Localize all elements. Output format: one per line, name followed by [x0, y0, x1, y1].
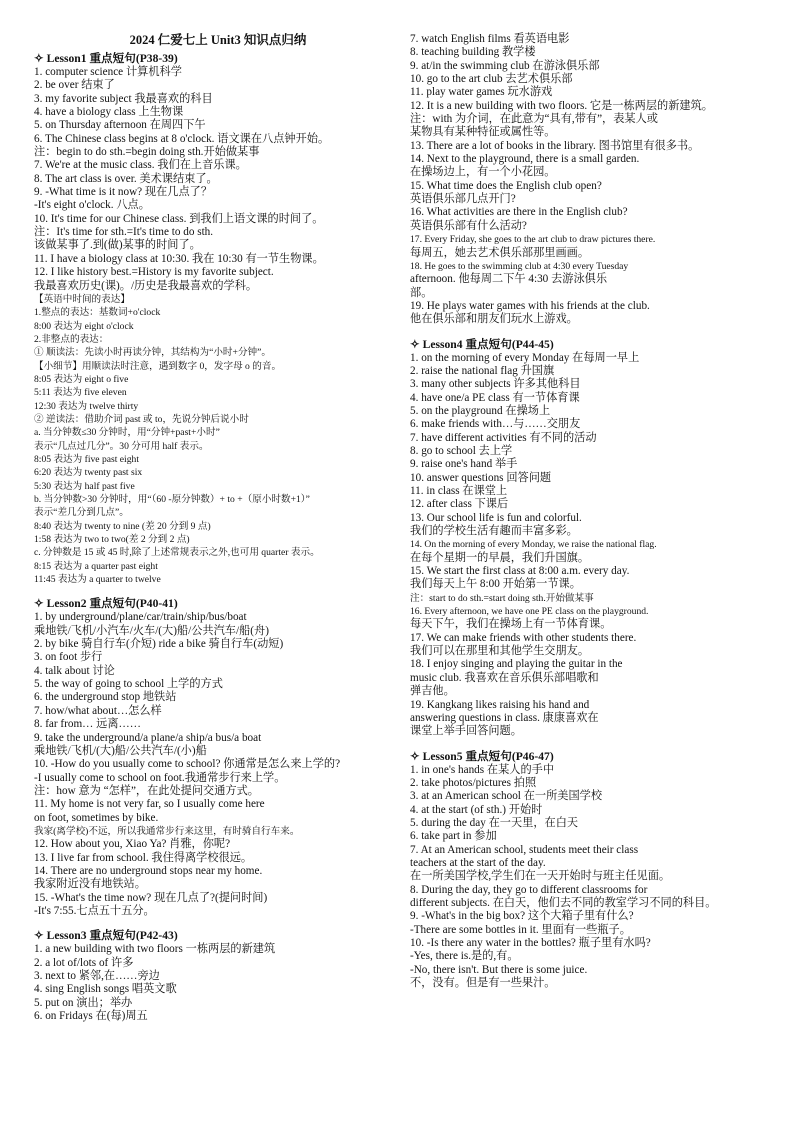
text-line: 6. make friends with…与……交朋友	[410, 418, 581, 431]
text-line: afternoon. 他每周二下午 4:30 去游泳俱乐	[410, 273, 608, 286]
text-line: 【小细节】用顺读法时注意，遇到数字 0，发字母 o 的音。	[34, 360, 282, 372]
text-line: 1. computer science 计算机科学	[34, 66, 182, 78]
text-line: 不，没有。但是有一些果汁。	[410, 977, 556, 990]
text-line: 9. -What time is it now? 现在几点了？	[34, 186, 213, 199]
text-line: 1. a new building with two floors 一栋两层的新建筑	[34, 943, 276, 956]
text-line: 6:20 表达为 twenty past six	[34, 467, 143, 479]
text-line: 7. We're at the music class. 我们在上音乐课。	[34, 159, 247, 172]
text-line: 8:00 表达为 eight o'clock	[34, 320, 134, 332]
text-line: 7. watch English films 看英语电影	[410, 33, 570, 45]
text-line: 16. What activities are there in the English club?	[410, 206, 628, 219]
text-line: 10. -How do you usually come to school? 你通常是怎么来上学的?	[34, 758, 341, 771]
text-line: 15. -What's the time now? 现在几点了?(提问时间)	[34, 891, 268, 904]
text-line: 9. at/in the swimming club 在游泳俱乐部	[410, 59, 600, 72]
text-line: 3. at an American school 在一所美国学校	[410, 790, 603, 803]
text-line: 6. the underground stop 地铁站	[34, 691, 177, 704]
text-line: a. 当分钟数≤30 分钟时，用“分钟+past+小时”	[34, 427, 220, 439]
text-line: 14. Next to the playground, there is a small garden.	[410, 153, 640, 166]
text-line: 注：start to do sth.=start doing sth.开始做某事	[410, 592, 594, 604]
text-line: 1. in one's hands 在某人的手中	[410, 763, 555, 776]
text-line: 14. There are no underground stops near my home.	[34, 864, 263, 877]
text-line: ① 顺读法：先读小时再读分钟，其结构为“小时+分钟”。	[34, 347, 271, 359]
text-line: 2.非整点的表达：	[34, 333, 109, 345]
text-line: 乘地铁/飞机/小汽车/火车/(大)船/公共汽车/船(舟)	[34, 624, 269, 637]
text-line: 2. by bike 骑自行车(介短) ride a bike 骑自行车(动短)	[34, 638, 284, 651]
text-line: 我家附近没有地铁站。	[34, 878, 146, 891]
text-line: b. 当分钟数>30 分钟时，用“（60 -原分钟数）+ to +（原小时数+1）”	[34, 494, 310, 505]
text-line: 5. on Thursday afternoon 在周四下午	[34, 119, 206, 132]
text-line: 5. put on 演出；举办	[34, 996, 133, 1009]
text-line: 19. Kangkang likes raising his hand and	[410, 698, 590, 711]
text-line: -No, there isn't. But there is some juice.	[410, 963, 588, 976]
text-line: 每天下午，我们在操场上有一节体育课。	[410, 618, 612, 631]
text-line: 12. after class 下课后	[410, 498, 509, 511]
text-line: 7. how/what about…怎么样	[34, 704, 162, 717]
text-line: 18. I enjoy singing and playing the guitar in the	[410, 658, 623, 671]
text-line: 注：with 为介词，在此意为“具有,带有”，表某人或	[410, 113, 658, 126]
text-line: -There are some bottles in it. 里面有一些瓶子。	[410, 923, 631, 936]
text-line: 表示“差几分到几点”。	[34, 507, 129, 519]
text-line: 课堂上举手回答问题。	[410, 725, 522, 738]
text-line: 8:05 表达为 eight o five	[34, 373, 129, 385]
text-line: 4. talk about 讨论	[34, 664, 115, 677]
left-column	[34, 49, 402, 1023]
text-line: 注：how 意为 “怎样”，在此处提问交通方式。	[34, 784, 259, 797]
text-line: 3. my favorite subject 我最喜欢的科目	[34, 92, 213, 105]
text-line: 他在俱乐部和朋友们玩水上游戏。	[410, 313, 578, 326]
text-line: 2. be over 结束了	[34, 79, 115, 92]
text-line: 11. in class 在课堂上	[410, 485, 508, 497]
text-line: 3. many other subjects 许多其他科目	[410, 378, 581, 391]
text-line: 【英语中时间的表达】	[34, 293, 130, 305]
text-line: 1. by underground/plane/car/train/ship/bus/boat	[34, 611, 247, 624]
text-line: 18. He goes to the swimming club at 4:30 every Tuesday	[410, 260, 629, 272]
text-line: 10. It's time for our Chinese class. 到我们上语文课的时间了。	[34, 212, 324, 225]
text-line: 8. During the day, they go to different classrooms for	[410, 883, 648, 896]
text-line: 英语俱乐部几点开门?	[410, 193, 516, 206]
text-line: 10. -Is there any water in the bottles? 瓶子里有水吗?	[410, 937, 651, 949]
text-line: 8. The art class is over. 美术课结束了。	[34, 172, 218, 185]
text-line: 8. go to school 去上学	[410, 444, 513, 457]
text-line: 英语俱乐部有什么活动?	[410, 219, 527, 232]
text-line: 2. take photos/pictures 拍照	[410, 776, 537, 789]
section-heading: ✧ Lesson4 重点短句(P44-45)	[410, 337, 554, 351]
text-line: 我家(离学校)不远，所以我通常步行来这里，有时骑自行车来。	[34, 825, 300, 837]
text-line: 5:30 表达为 half past five	[34, 480, 135, 492]
text-line: 我们每天上午 8:00 开始第一节课。	[410, 578, 581, 591]
text-line: 8. teaching building 教学楼	[410, 46, 536, 59]
text-line: -It's eight o'clock. 八点。	[34, 199, 150, 212]
text-line: 在每个星期一的早晨，我们升国旗。	[410, 551, 590, 564]
text-line: 我最喜欢历史(课)。/历史是我最喜欢的学科。	[34, 279, 258, 292]
text-line: 每周五，她去艺术俱乐部那里画画。	[410, 246, 590, 259]
text-line: 注：It's time for sth.=It's time to do sth.	[34, 226, 214, 239]
text-line: 该做某事了.到(做)某事的时间了。	[34, 239, 201, 252]
text-line: 8:40 表达为 twenty to nine (差 20 分到 9 点)	[34, 520, 211, 532]
text-line: 在操场边上，有一个小花园。	[410, 166, 556, 179]
text-line: 6. take part in 参加	[410, 830, 497, 843]
text-line: 7. have different activities 有不同的活动	[410, 431, 597, 444]
text-line: 12:30 表达为 twelve thirty	[34, 400, 139, 412]
text-line: music club. 我喜欢在音乐俱乐部唱歌和	[410, 671, 599, 684]
text-line: different subjects. 在白天，他们去不同的教室学习不同的科目。	[410, 896, 717, 909]
text-line: 2. a lot of/lots of 许多	[34, 956, 134, 969]
text-line: 我们的学校生活有趣而丰富多彩。	[410, 525, 578, 538]
text-line: 10. answer questions 回答问题	[410, 471, 552, 484]
text-line: 1.整点的表达：基数词+o'clock	[34, 307, 161, 319]
text-line: 8:15 表达为 a quarter past eight	[34, 560, 158, 572]
text-line: 12. How about you, Xiao Ya? 肖雅，你呢?	[34, 838, 231, 851]
text-line: 我们可以在那里和其他学生交朋友。	[410, 645, 590, 658]
text-line: 13. I live far from school. 我住得离学校很远。	[34, 851, 253, 864]
text-line: 17. Every Friday, she goes to the art club to draw pictures there.	[410, 234, 656, 246]
text-line: 9. raise one's hand 举手	[410, 458, 518, 471]
text-line: 9. -What's in the big box? 这个大箱子里有什么?	[410, 910, 634, 923]
text-line: 注：begin to do sth.=begin doing sth.开始做某事	[34, 146, 260, 159]
text-line: 10. go to the art club 去艺术俱乐部	[410, 73, 573, 86]
text-line: -It's 7:55.七点五十五分。	[34, 904, 155, 917]
text-line: 3. on foot 步行	[34, 651, 103, 664]
text-line: teachers at the start of the day.	[410, 856, 546, 869]
text-line: -Yes, there is.是的,有。	[410, 950, 519, 963]
text-line: 4. sing English songs 唱英文歌	[34, 983, 177, 996]
text-line: 8. far from… 远离……	[34, 718, 141, 731]
text-line: 某物具有某种特征或属性等。	[410, 126, 556, 139]
text-line: 5:11 表达为 five eleven	[34, 387, 127, 399]
text-line: 14. On the morning of every Monday, we raise the national flag.	[410, 539, 657, 551]
text-line: 2. raise the national flag 升国旗	[410, 364, 555, 377]
text-line: 9. take the underground/a plane/a ship/a bus/a boat	[34, 731, 262, 744]
text-line: on foot, sometimes by bike.	[34, 811, 159, 824]
text-line: 7. At an American school, students meet their class	[410, 843, 639, 856]
section-heading: ✧ Lesson3 重点短句(P42-43)	[34, 929, 178, 943]
text-line: c. 分钟数是 15 或 45 时,除了上述常规表示之外,也可用 quarter 表示。	[34, 547, 320, 559]
text-line: 15. What time does the English club open?	[410, 179, 602, 192]
text-line: 12. It is a new building with two floors. 它是一栋两层的新建筑。	[410, 99, 713, 112]
text-line: 表示“几点过几分”。30 分可用 half 表示。	[34, 440, 209, 452]
section-heading: ✧ Lesson2 重点短句(P40-41)	[34, 597, 178, 611]
text-line: 19. He plays water games with his friends at the club.	[410, 299, 650, 312]
text-line: 8:05 表达为 five past eight	[34, 453, 139, 465]
text-line: 在一所美国学校,学生们在一天开始时与班主任见面。	[410, 870, 671, 883]
text-line: 部。	[410, 286, 433, 299]
text-line: 11. My home is not very far, so I usually come here	[34, 798, 265, 811]
text-line: 11. I have a biology class at 10:30. 我在 10:30 有一节生物课。	[34, 252, 324, 265]
section-heading: ✧ Lesson1 重点短句(P38-39)	[34, 52, 178, 65]
text-line: 13. Our school life is fun and colorful.	[410, 511, 582, 524]
text-line: 5. the way of going to school 上学的方式	[34, 678, 223, 691]
right-column	[410, 33, 784, 990]
text-line: 13. There are a lot of books in the library. 图书馆里有很多书。	[410, 139, 700, 152]
text-line: 4. have one/a PE class 有一节体育课	[410, 391, 580, 404]
text-line: 5. on the playground 在操场上	[410, 404, 551, 417]
text-line: 12. I like history best.=History is my favorite subject.	[34, 266, 274, 279]
text-line: 1:58 表达为 two to two(差 2 分到 2 点)	[34, 534, 190, 546]
text-line: 乘地铁/飞机/(大)船/公共汽车/(小)船	[34, 744, 207, 757]
page-title: 2024 仁爱七上 Unit3 知识点归纳	[129, 33, 307, 47]
text-line: 3. next to 紧邻,在……旁边	[34, 970, 160, 982]
text-line: answering questions in class. 康康喜欢在	[410, 711, 599, 724]
text-line: 4. have a biology class 上生物课	[34, 106, 184, 119]
text-line: 16. Every afternoon, we have one PE class on the playground.	[410, 606, 649, 618]
text-line: 6. The Chinese class begins at 8 o'clock. 语文课在八点钟开始。	[34, 132, 330, 145]
text-line: 15. We start the first class at 8:00 a.m. every day.	[410, 565, 630, 578]
text-line: 11:45 表达为 a quarter to twelve	[34, 574, 161, 586]
text-line: -I usually come to school on foot.我通常步行来上学。	[34, 771, 286, 784]
text-line: 17. We can make friends with other students there.	[410, 631, 637, 644]
text-line: 5. during the day 在一天里，在白天	[410, 816, 579, 829]
text-line: 6. on Fridays 在(每)周五	[34, 1010, 148, 1023]
text-line: 弹吉他。	[410, 685, 455, 698]
text-line: 1. on the morning of every Monday 在每周一早上	[410, 351, 640, 364]
text-line: 4. at the start (of sth.) 开始时	[410, 803, 543, 816]
text-line: ② 逆读法：借助介词 past 或 to，先说分钟后说小时	[34, 413, 249, 425]
section-heading: ✧ Lesson5 重点短句(P46-47)	[410, 749, 554, 763]
text-line: 11. play water games 玩水游戏	[410, 86, 553, 99]
